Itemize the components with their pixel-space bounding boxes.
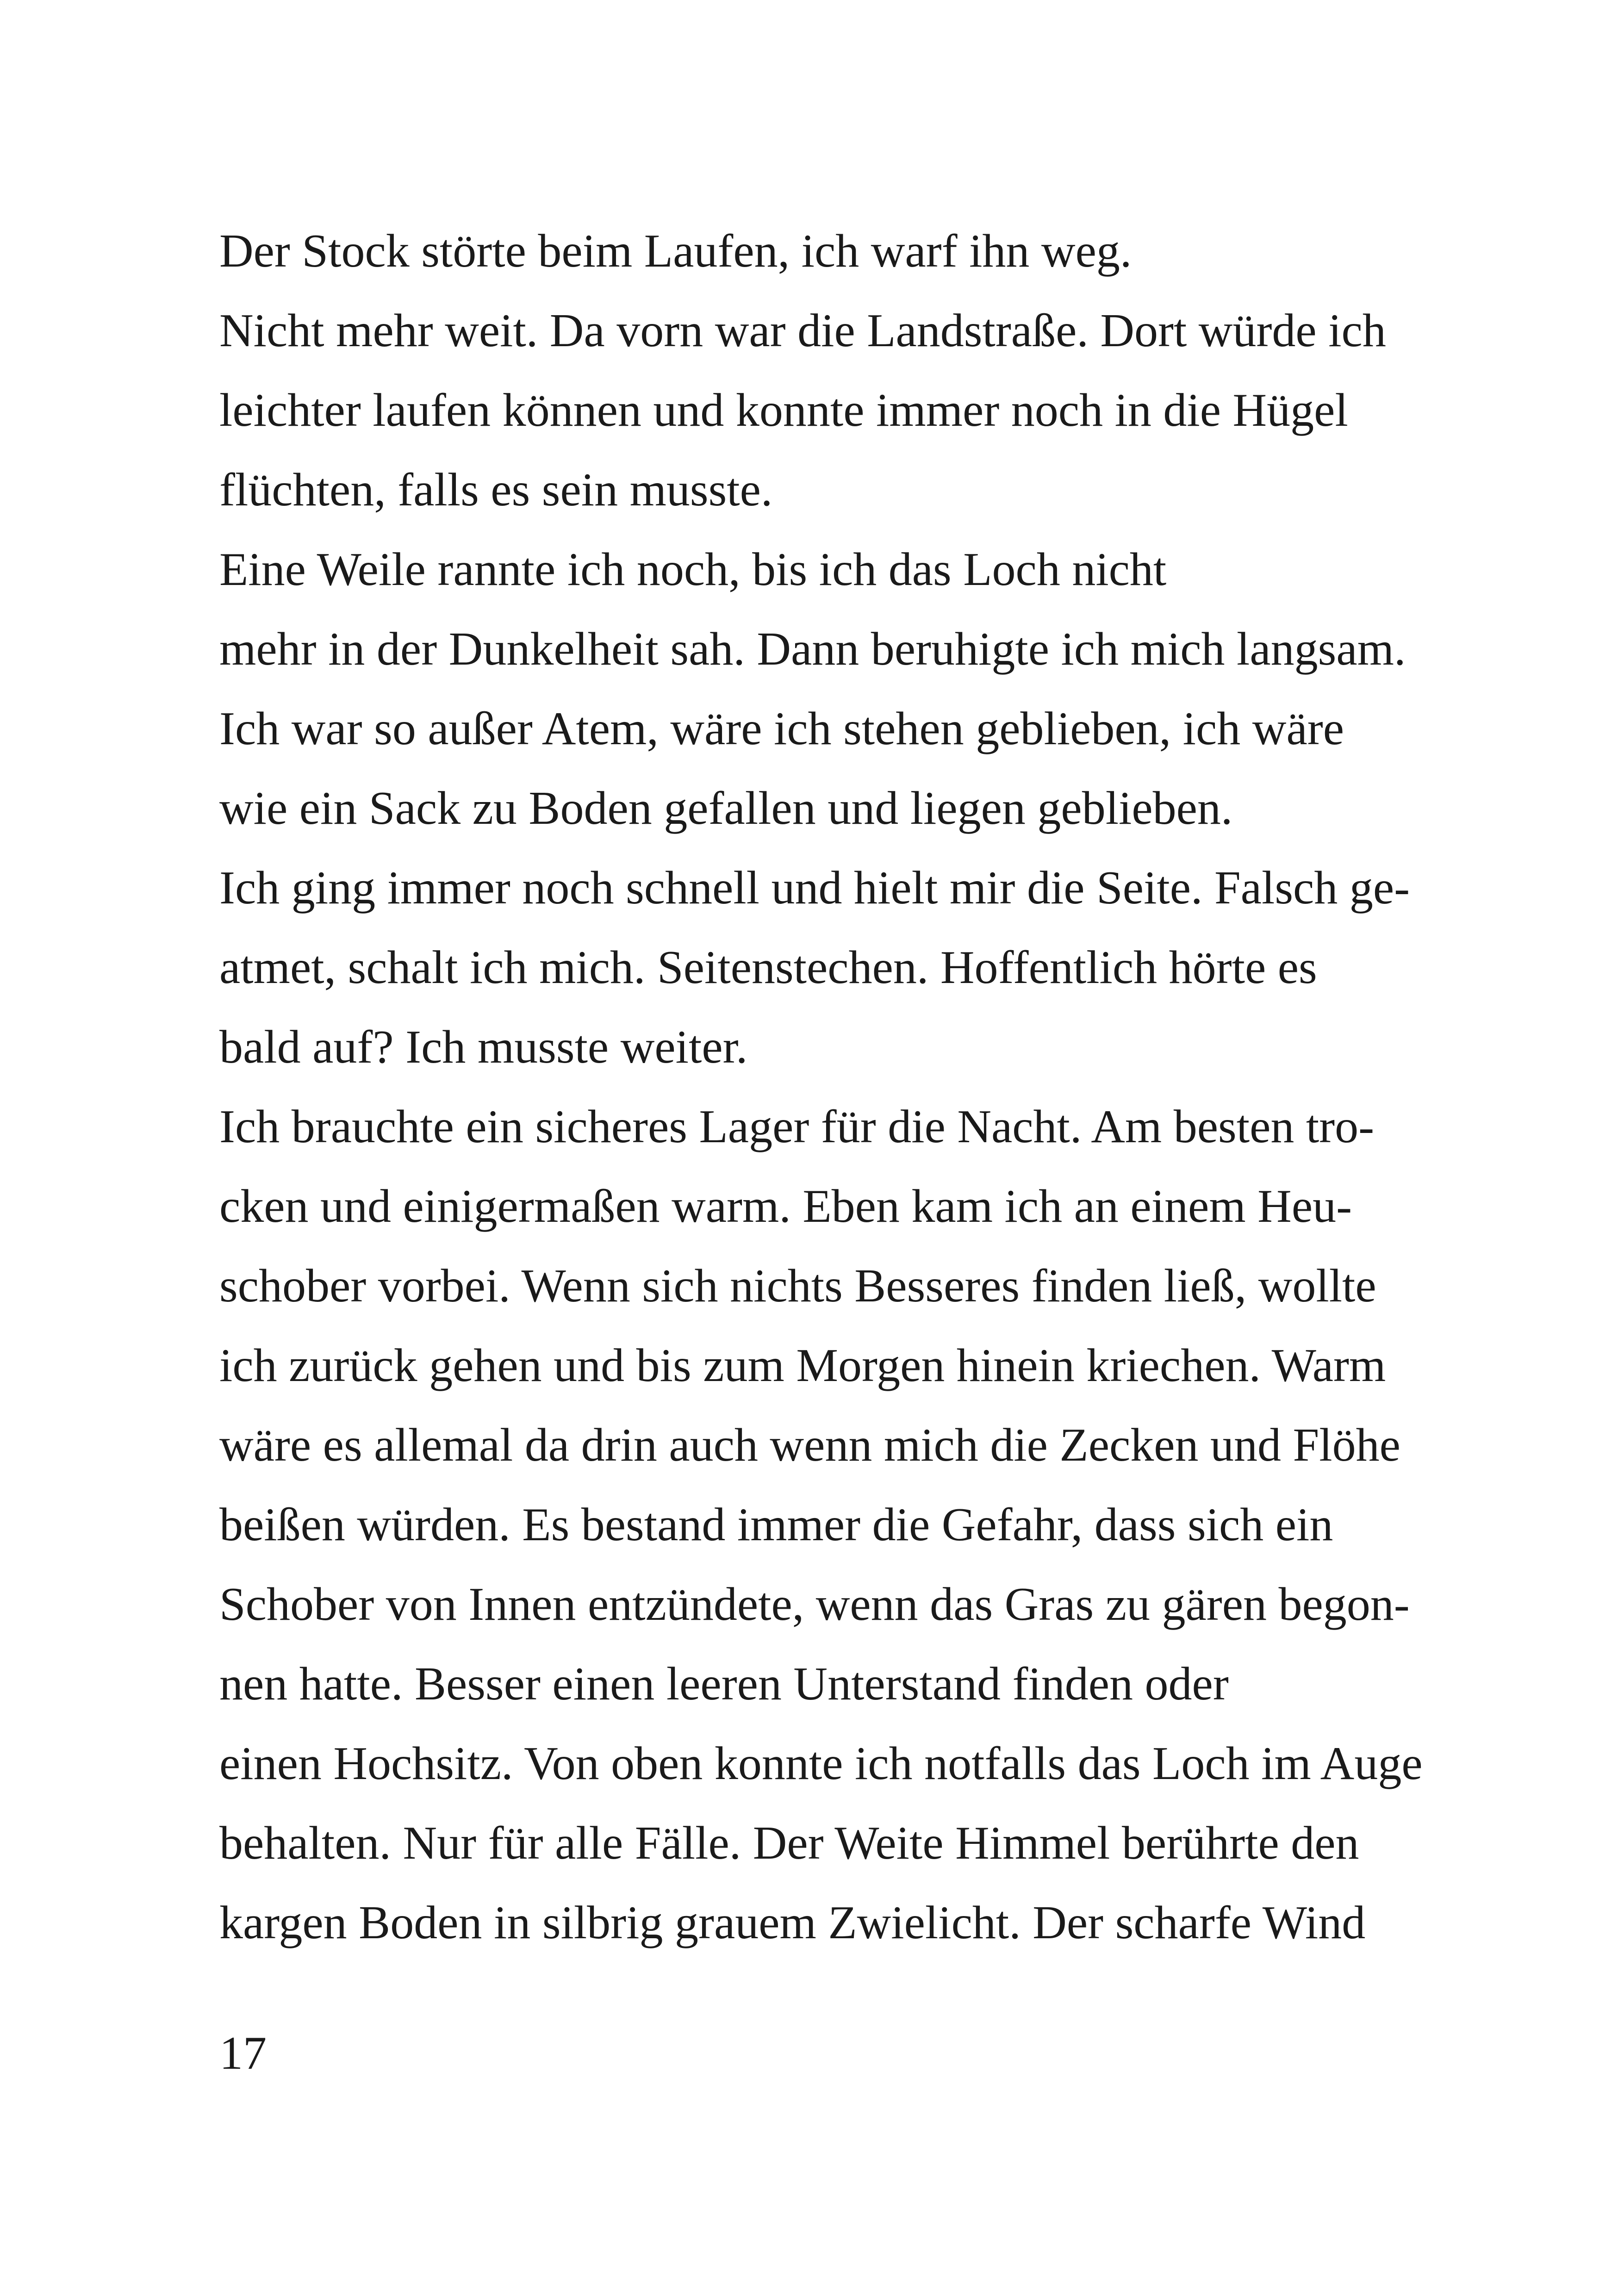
text-line: ich zurück gehen und bis zum Morgen hinein kriechen. Warm bbox=[219, 1339, 1386, 1392]
text-line: Ich brauchte ein sicheres Lager für die Nacht. Am besten tro- bbox=[219, 1101, 1375, 1153]
text-line: beißen würden. Es bestand immer die Gefahr, dass sich ein bbox=[219, 1499, 1333, 1551]
text-line: schober vorbei. Wenn sich nichts Besseres finden ließ, wollte bbox=[219, 1260, 1376, 1312]
text-line: Nicht mehr weit. Da vorn war die Landstraße. Dort würde ich bbox=[219, 305, 1386, 357]
text-line: wäre es allemal da drin auch wenn mich die Zecken und Flöhe bbox=[219, 1419, 1400, 1471]
text-line: kargen Boden in silbrig grauem Zwielicht. Der scharfe Wind bbox=[219, 1897, 1366, 1949]
text-line: flüchten, falls es sein musste. bbox=[219, 464, 773, 516]
text-line: Ich ging immer noch schnell und hielt mir die Seite. Falsch ge- bbox=[219, 862, 1410, 914]
page-number: 17 bbox=[219, 2027, 267, 2079]
text-line: mehr in der Dunkelheit sah. Dann beruhigte ich mich langsam. bbox=[219, 623, 1406, 675]
text-line: Ich war so außer Atem, wäre ich stehen geblieben, ich wäre bbox=[219, 703, 1344, 755]
text-line: cken und einigermaßen warm. Eben kam ich an einem Heu- bbox=[219, 1180, 1352, 1232]
text-line: bald auf? Ich musste weiter. bbox=[219, 1021, 748, 1073]
text-line: wie ein Sack zu Boden gefallen und liegen geblieben. bbox=[219, 782, 1233, 834]
body-text bbox=[219, 212, 1450, 1963]
text-line: Eine Weile rannte ich noch, bis ich das Loch nicht bbox=[219, 543, 1167, 596]
text-line: einen Hochsitz. Von oben konnte ich notfalls das Loch im Auge bbox=[219, 1737, 1423, 1790]
text-line: atmet, schalt ich mich. Seitenstechen. Hoffentlich hörte es bbox=[219, 941, 1317, 994]
text-line: nen hatte. Besser einen leeren Unterstand finden oder bbox=[219, 1658, 1229, 1710]
text-line: leichter laufen können und konnte immer noch in die Hügel bbox=[219, 384, 1348, 436]
text-line: behalten. Nur für alle Fälle. Der Weite Himmel berührte den bbox=[219, 1817, 1359, 1869]
text-line: Schober von Innen entzündete, wenn das Gras zu gären begon- bbox=[219, 1578, 1410, 1630]
text-line: Der Stock störte beim Laufen, ich warf ihn weg. bbox=[219, 225, 1132, 277]
